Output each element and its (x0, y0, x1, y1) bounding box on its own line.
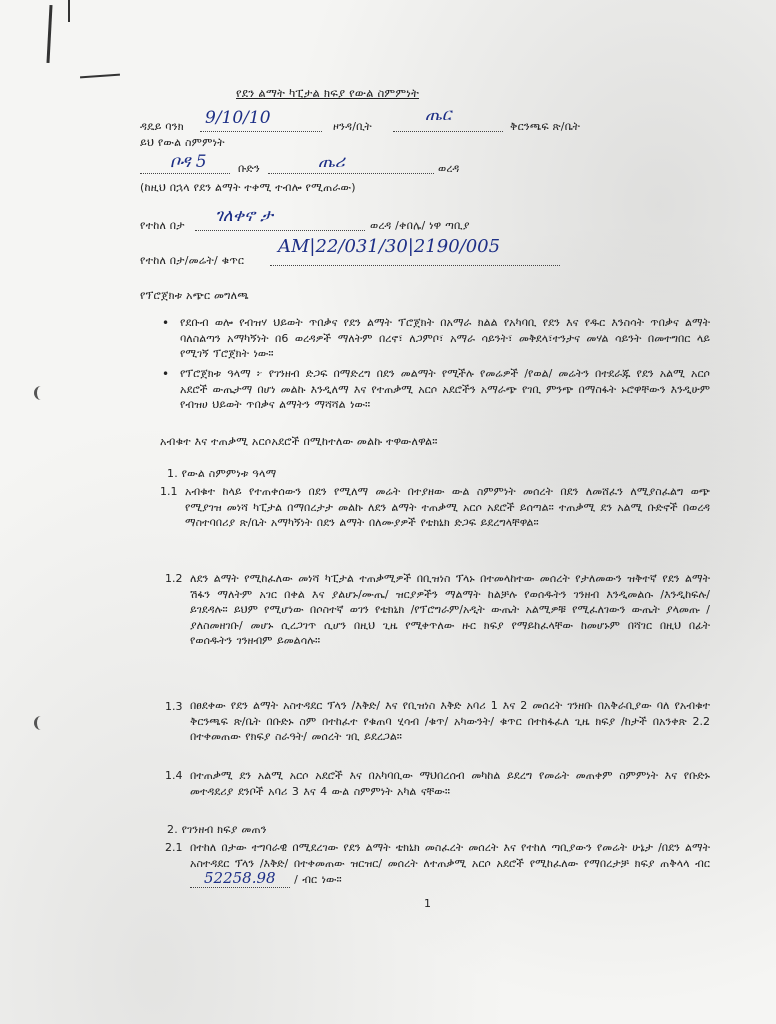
clause-text-b: / ብር ነው። (294, 873, 342, 887)
clause-text: አብቁተ ከላይ የተጠቀሰውን በደን የሚለማ መሬት በተያዘው ውል ስምምነት መሰረት በደን ለመሸፈን ለሚያስፈልግ ወጭ የሚያገዝ መነሻ ካፒታል በማበረታታ መልኩ ለደን ልማት ተጠቃሚ አርሶ አደሮች ይሰጣል። ተጠቃሚ ደን አልሚ ቡድኖች በወረዳ ማስተባበሪያ ጽ/ቤት አማካኝነት በደን ልማት በለሙያዎች የቴክኒክ ድጋፍ ይደረግላቸዋል። (185, 485, 710, 530)
fold-mark (46, 5, 52, 63)
code-value: AM|22/031/30|2190/005 (278, 236, 501, 257)
bullet-item: የደቡብ ወሎ የብዝሃ ህይወት ጥበቃና የደን ልማት ፕሮጀክት በአማራ ክልል የአካባቢ የደን እና የዱር እንስሳት ጥበቃና ልማት ባለስልጣን አማካኝነት በ6 ወረዳዎች ማለትም በረኖ፣ ለጋምቦ፣ አማራ ሳይንት፣ መቅደላ፣ተንታና መሃል ሳይንት በመተግበር ላይ የሚገኝ ፕሮጀክት ነው። (180, 316, 710, 361)
clause-number: 1.1 (160, 485, 178, 498)
clause-number: 1.3 (165, 700, 183, 713)
punch-hole-icon (34, 386, 47, 400)
kebele-value: ቦዳ 5 (170, 152, 207, 172)
woreda-underline (268, 173, 434, 174)
code-underline (270, 265, 560, 266)
document-title: የደን ልማት ካፒታል ክፍያ የውል ስምምነት (236, 86, 420, 100)
clause-text-a: በተከለ በታው ተግባራዊ በሚደረገው የደን ልማት ቴክኒክ መስፈረት መሰረት እና የተከለ ጣቢያውን የመሬት ሁኔታ /በደን ልማት አስተዳደር ፕላን /እቅድ/ በተቀመጠው ዝርዝር/ መሰረት ለተጠቃሚ አርሶ አደሮች የሚከፈለው የማበረታቻ ክፍያ ጠቅላላ ብር (190, 841, 710, 870)
section2-heading: 2. የገንዘብ ክፍያ መጠን (167, 823, 267, 836)
date-label: ዳዴይ ባንክ (140, 120, 184, 133)
clause-number: 1.4 (165, 769, 183, 782)
date-underline (200, 131, 322, 132)
kebele-underline (140, 173, 230, 174)
lender-underline (195, 230, 365, 231)
lender-value: ገለቀኖ ታ (215, 206, 273, 226)
bullet-icon: • (162, 316, 170, 330)
clause-number: 2.1 (165, 841, 183, 854)
punch-hole-icon (34, 716, 47, 730)
lender-suffix: ወረዳ /ቀበሌ/ ነዋ ጣቢያ (370, 219, 470, 232)
fold-mark (80, 74, 120, 79)
agreement-line: ይህ የውል ስምምነት (140, 136, 225, 149)
amount-value: 52258.98 (190, 869, 290, 888)
note-line: (ከዚህ በኋላ የደን ልማት ተቀሚ ተብሎ የሚጠራው) (140, 181, 356, 194)
date-value: 9/10/10 (205, 108, 271, 128)
woreda-suffix: ወረዳ (438, 162, 460, 175)
clause-text (190, 840, 710, 888)
clause-text: በፀደቀው የደን ልማት አስተዳደር ፕላን /እቅድ/ እና የቢዝነስ እቅድ አባሪ 1 እና 2 መሰረት ገንዘቡ በአቅራቢያው ባለ የአብቁተ ቅርንጫፍ ጽ/ቤት በቡድኑ ስም በተከፈተ የቁጠባ ሂሳብ /ቁጥ/ አካውንት/ ቁጥር በተከፋፈለ ጊዜ ክፍያ /ከታች በአንቀጽ 2.2 በተቀመጠው የክፍያ ስራዓት/ መሰረት ገቢ ይደረጋል። (190, 699, 710, 744)
bullet-icon: • (162, 367, 170, 381)
bullet-item: የፕሮጀክቱ ዓላማ ፦ የገንዘብ ድጋፍ በማድረግ በደን መልማት የሚችሉ የመሬዎች /የወል/ መሬትን በተደራጁ የደን አልሚ አርሶ አደሮች ውጤታማ በሆነ መልኩ እንዲለማ እና የተጠቃሚ አርሶ አደሮችን አማራጭ የገቢ ምንጭ በማስፋት ኑሮዋቸውን እንዲሁም የብዝሀ ህይወት ጥበቃና ልማትን ማሻሻል ነው። (180, 367, 710, 412)
code-label: የተከለ በታ/መሬት/ ቁጥር (140, 254, 245, 267)
woreda-label: ቡድን (238, 162, 260, 175)
section1-heading: 1. የውል ስምምነቱ ዓላማ (167, 467, 277, 480)
lender-label: የተከለ በታ (140, 219, 185, 232)
zone-underline (393, 131, 503, 132)
clause-number: 1.2 (165, 572, 183, 585)
zone-label: ዞንዳ/ቢት (333, 120, 372, 133)
page-number: 1 (424, 897, 432, 910)
clause-text: ለደን ልማት የሚከፈለው መነሻ ካፒታል ተጠቃሚዎች በቢዝነስ ፕላኑ በተመላከተው መሰረት የታለመውን ዝቅተኛ የደን ልማት ሽፋን ማለትም አገር በቀል እና ያልሆኑ/ሙጤ/ ዝርያዎችን ማልማት ከልቻሉ የወሰዱትን ገንዘብ እንዲመልሱ /እንዲከፍሉ/ ይገደዳሉ። ይህም የሚሆነው በሶስተኛ ወገን የቴክኒክ /የፕሮግራም/አዲት ውጤት አልሚዎቹ የሚፈለገውን ውጤት ያላመጡ /ያለስመዘገቡ/ መሆኑ ሲረጋገጥ ሲሆን በዚህ ጊዜ የሚቀጥለው ዙር ክፍያ የማይከፈላቸው ከመሆኑም በሻገር በዚህ በፊት የወሰዱትን ገንዘብም ይመልሳሉ። (190, 572, 710, 648)
clause-text: በተጠቃሚ ደን አልሚ አርሶ አደሮች እና በአካባቢው ማህበረሰብ መካከል ይደረግ የመሬት መጠቀም ስምምነት እና የቡድኑ መተዳደሪያ ደንቦች አባሪ 3 እና 4 ውል ስምምነት አካል ናቸው። (190, 769, 710, 798)
zone-value: ጤር (425, 105, 452, 125)
office-label: ቅርንጫፍ ጽ/ቤት (510, 120, 581, 133)
woreda-value: ጤሪ (318, 152, 345, 172)
intro-line: አብቁተ እና ተጠቃሚ አርሶአደሮች በሚከተለው መልኩ ተዋውለዋል። (160, 435, 438, 448)
summary-heading: የፕሮጀክቱ አጭር መግለጫ (140, 289, 249, 302)
fold-mark (68, 0, 70, 22)
